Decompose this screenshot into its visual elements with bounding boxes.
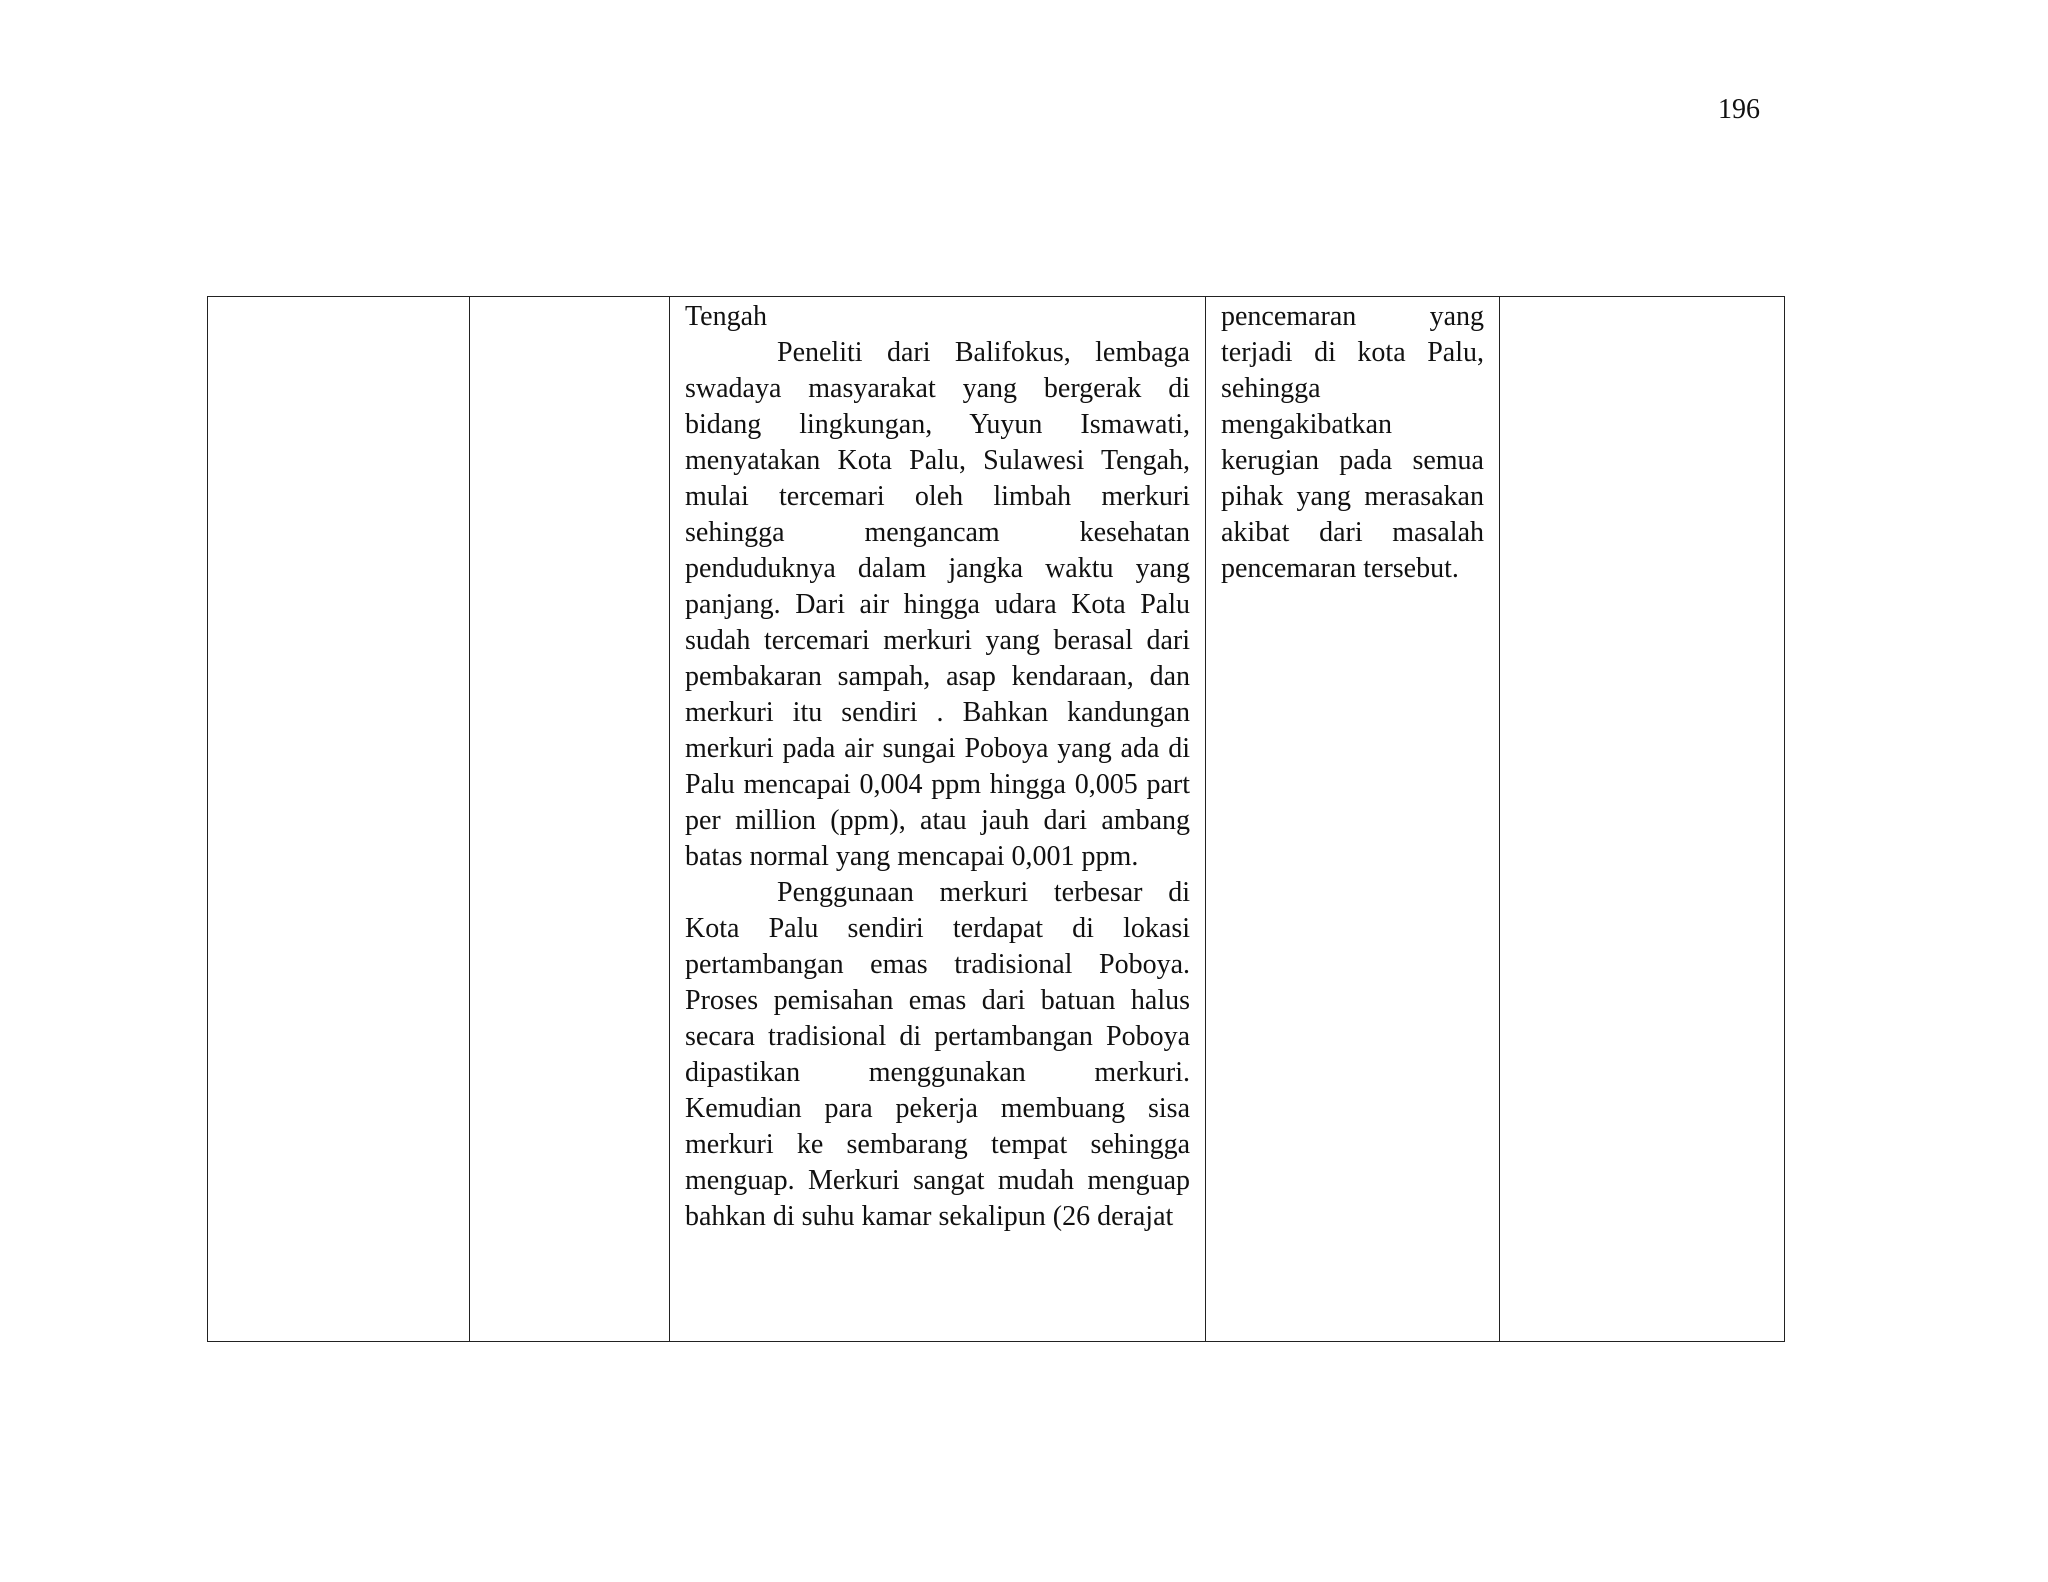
table-column-3: [670, 297, 1206, 1341]
table-column-2: [470, 297, 670, 1341]
table-column-5: [1500, 297, 1784, 1341]
column-3-paragraph-1: Peneliti dari Balifokus, lembaga swadaya masyarakat yang bergerak di bidang lingkungan, Yuyun Ismawati, menyatakan Kota Palu, Sulawesi Tengah, mulai tercemari oleh limbah merkuri sehingga mengancam kesehatan penduduknya dalam jangka waktu yang panjang. Dari air hingga udara Kota Palu sudah tercemari merkuri yang berasal dari pembakaran sampah, asap kendaraan, dan merkuri itu sendiri . Bahkan kandungan merkuri pada air sungai Poboya yang ada di Palu mencapai 0,004 ppm hingga 0,005 part per million (ppm), atau jauh dari ambang batas normal yang mencapai 0,001 ppm.: [685, 337, 1190, 872]
content-table: [207, 296, 1785, 1342]
table-column-4: [1206, 297, 1500, 1341]
page-number: 196: [1718, 94, 1760, 125]
table-column-1: [208, 297, 470, 1341]
column-3-paragraph-2: Penggunaan merkuri terbesar di Kota Palu sendiri terdapat di lokasi pertambangan emas tradisional Poboya. Proses pemisahan emas dari batuan halus secara tradisional di pertambangan Poboya dipastikan menggunakan merkuri. Kemudian para pekerja membuang sisa merkuri ke sembarang tempat sehingga menguap. Merkuri sangat mudah menguap bahkan di suhu kamar sekalipun (26 derajat: [685, 877, 1190, 1232]
column-4-text: pencemaran yang terjadi di kota Palu, sehingga mengakibatkan kerugian pada semua pihak yang merasakan akibat dari masalah pencemaran tersebut.: [1221, 301, 1484, 584]
column-3-text: [685, 299, 1190, 1235]
column-3-first-line: Tengah: [685, 301, 768, 332]
